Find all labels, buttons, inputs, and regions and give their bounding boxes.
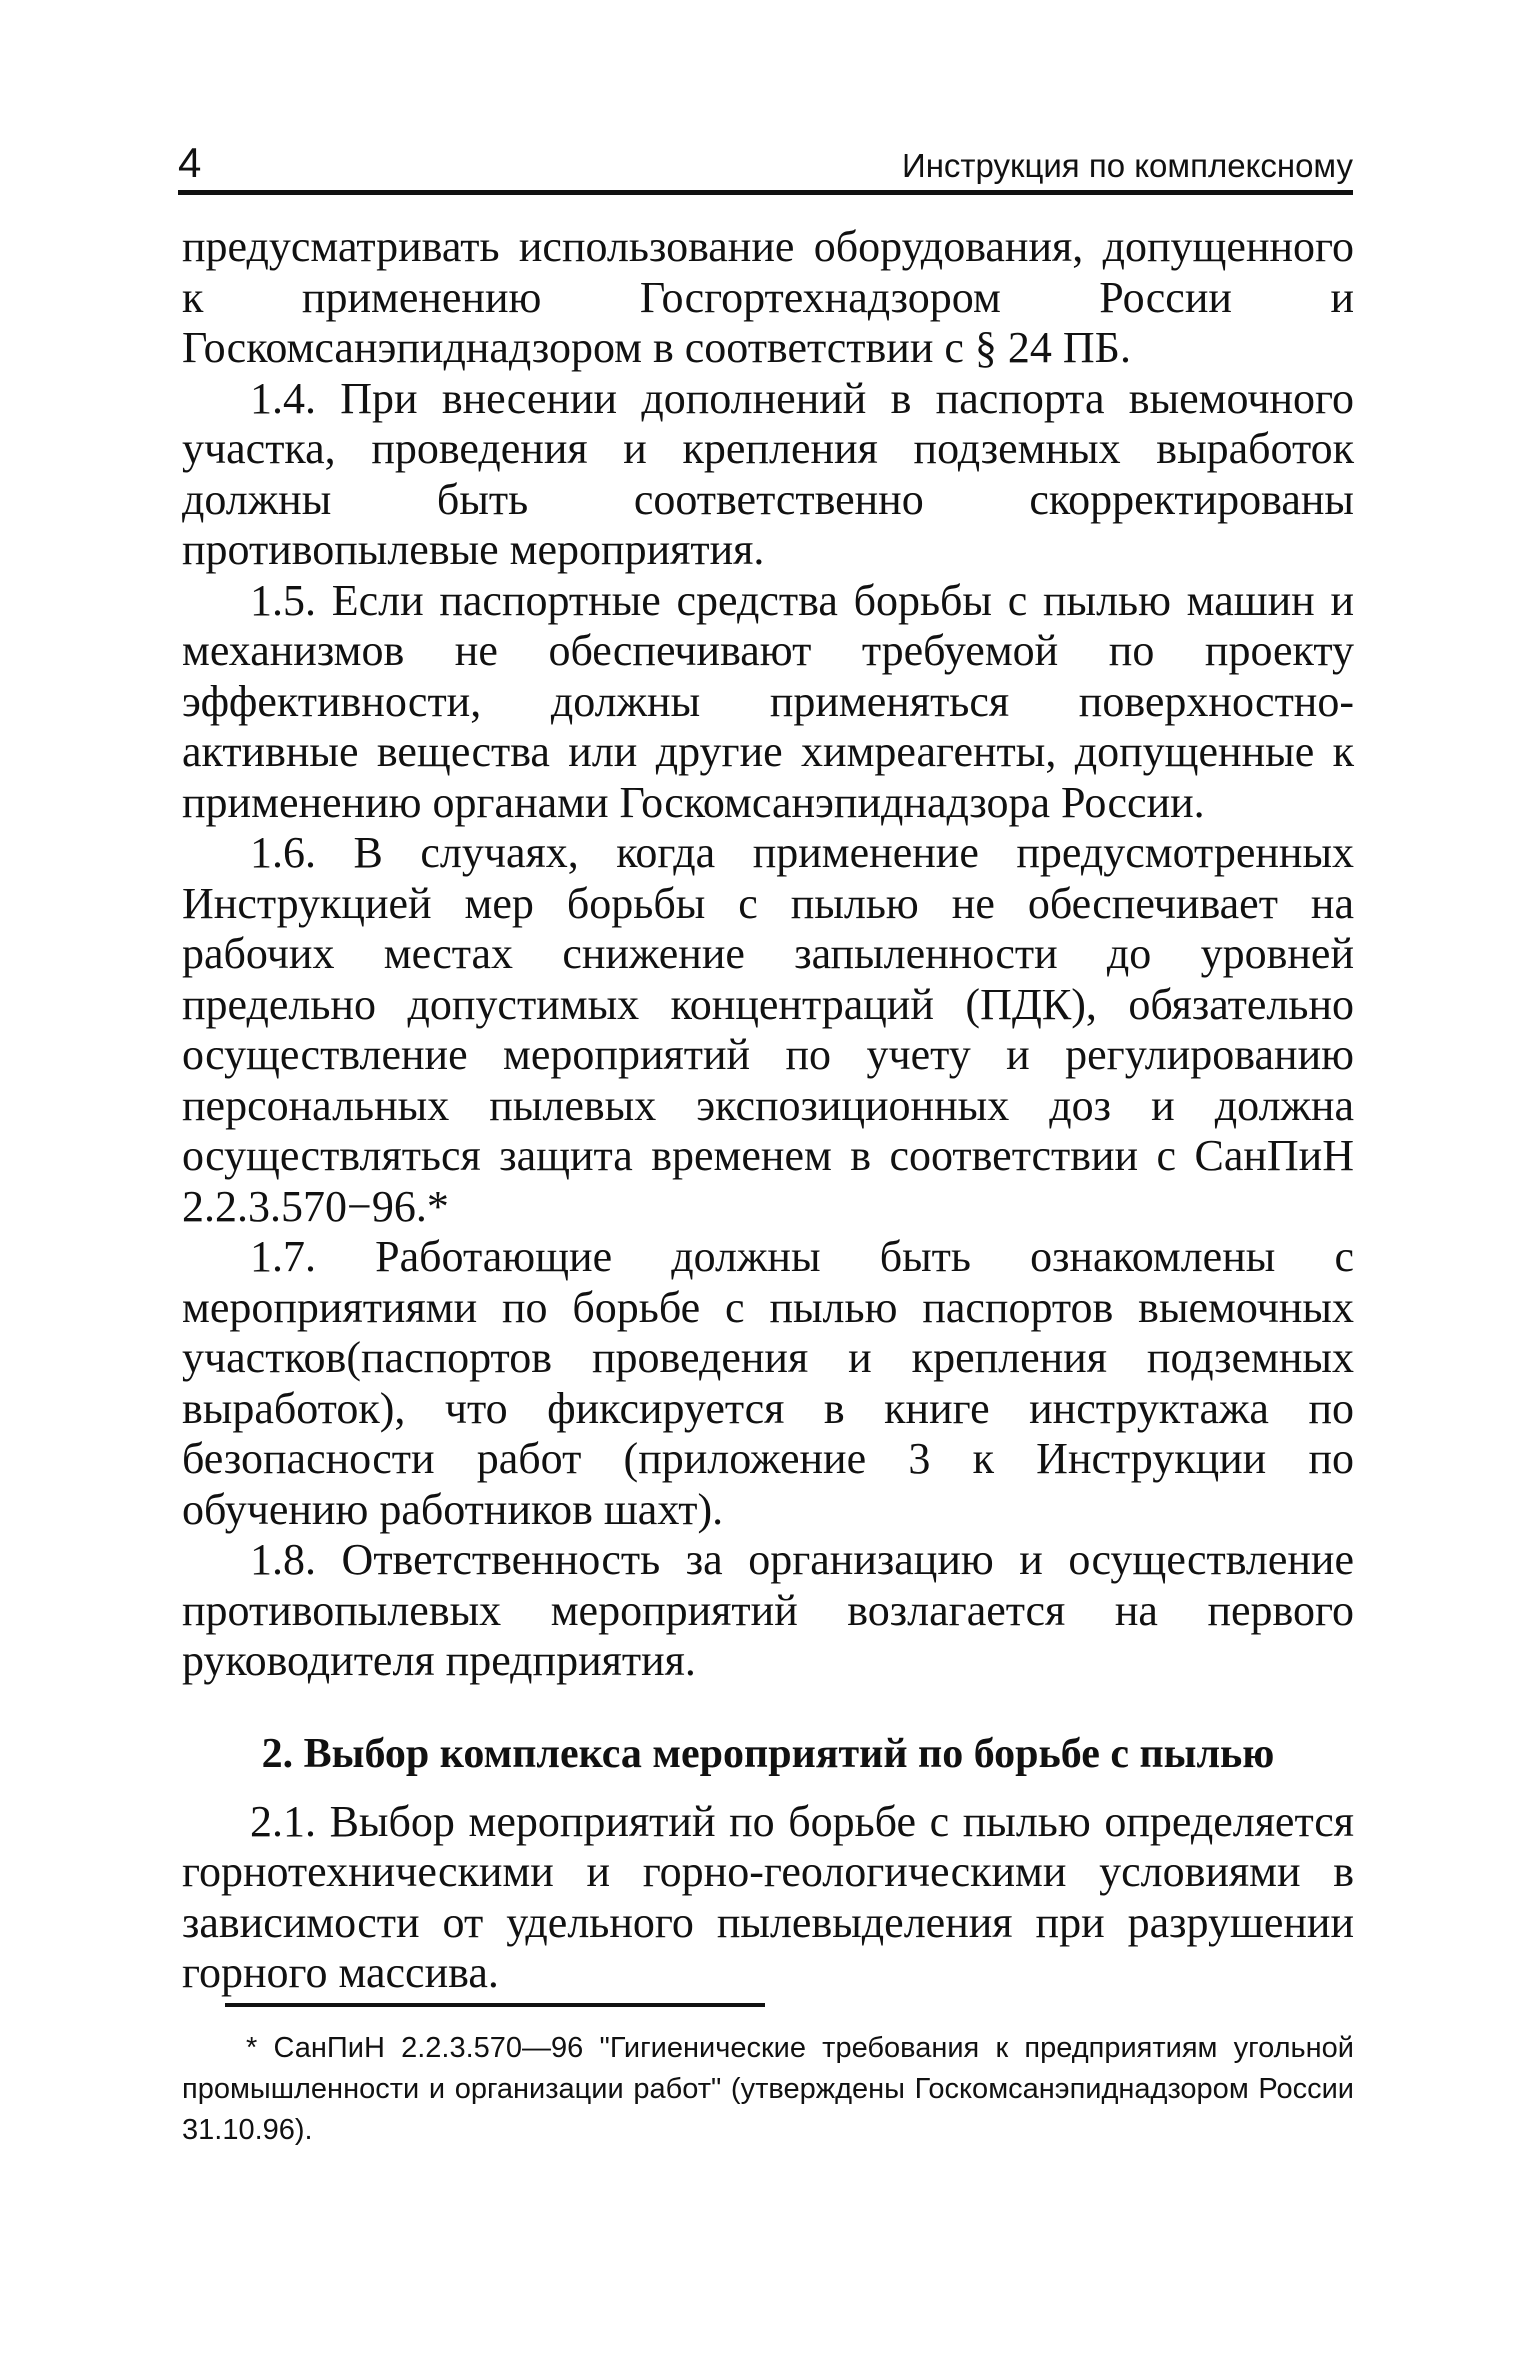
paragraph-1-4: 1.4. При внесении дополнений в паспорта выемочного участка, проведения и крепления подземных выработок должны быть соответственно скорректированы противопылевые мероприятия. (182, 373, 1354, 574)
section-heading: 2. Выбор комплекса мероприятий по борьбе с пылью (261, 1730, 1275, 1777)
paragraph-1-6: 1.6. В случаях, когда применение предусмотренных Инструкцией мер борьбы с пылью не обеспечивает на рабочих местах снижение запыленности до уровней предельно допустимых концентраций (ПДК), обязательно осуществление мероприятий по учету и регулированию персональных пылевых экспозиционных доз и должна осуществляться защита временем в соответствии с СанПиН 2.2.3.570−96.* (182, 828, 1354, 1231)
page-header (178, 138, 1353, 188)
paragraph-1-7: 1.7. Работающие должны быть ознакомлены с мероприятиями по борьбе с пылью паспортов выемочных участков(паспортов проведения и крепления подземных выработок), что фиксируется в книге инструктажа по безопасности работ (приложение 3 к Инструкции по обучению работников шахт). (182, 1232, 1354, 1534)
footnote-rule (225, 2003, 765, 2007)
footnote: * СанПиН 2.2.3.570—96 "Гигиенические требования к предприятиям угольной промышленности и организации работ" (утверждены Госкомсанэпиднадзором России 31.10.96). (182, 2032, 1354, 2146)
running-title: Инструкция по комплексному (901, 147, 1353, 184)
page-number: 4 (178, 139, 202, 186)
paragraph-1-8: 1.8. Ответственность за организацию и осуществление противопылевых мероприятий возлагается на первого руководителя предприятия. (182, 1535, 1354, 1685)
header-rule (178, 190, 1353, 195)
body-text (182, 222, 1354, 1999)
paragraph-continued: предусматривать использование оборудования, допущенного к применению Госгортехнадзором России и Госкомсанэпиднадзором в соответствии с § 24 ПБ. (182, 222, 1354, 372)
paragraph-1-5: 1.5. Если паспортные средства борьбы с пылью машин и механизмов не обеспечивают требуемой по проекту эффективности, должны применяться поверхностно-активные вещества или другие химреагенты, допущенные к применению органами Госкомсанэпиднадзора России. (182, 575, 1354, 827)
paragraph-2-1: 2.1. Выбор мероприятий по борьбе с пылью определяется горнотехническими и горно-геологическими условиями в зависимости от удельного пылевыделения при разрушении горного массива. (182, 1796, 1354, 1997)
